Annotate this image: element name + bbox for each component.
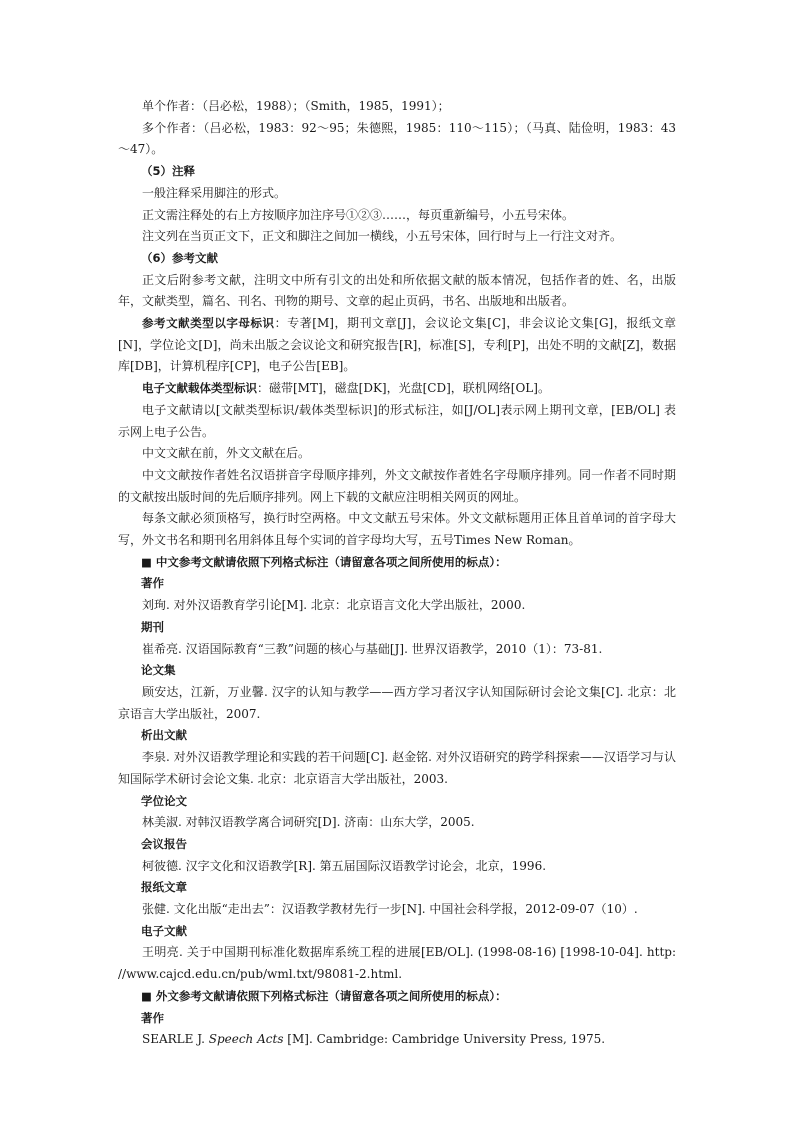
ref-example: 李泉. 对外汉语教学理论和实践的若干问题[C]. 赵金铭. 对外汉语研究的跨学科探索——汉语学习与认知国际学术研讨会论文集. 北京：北京语言大学出版社，2003. — [118, 750, 676, 786]
ref-category-label: 论文集 — [141, 663, 176, 678]
ref-example: 王明亮. 关于中国期刊标准化数据库系统工程的进展[EB/OL]. (1998-08-16) [1998-10-04]. http: //www.cajcd.edu.cn/pub/wml.txt/98081-2.html. — [118, 945, 676, 982]
carrier-type-label: 电子文献载体类型标识 — [142, 381, 257, 396]
foreign-ref-title: Speech Acts — [208, 1032, 284, 1047]
foreign-ref-category-label: 著作 — [141, 1010, 164, 1025]
notes-line: 注文列在当页正文下，正文和脚注之间加一横线，小五号宋体，回行时与上一行注文对齐。 — [142, 229, 623, 244]
reference-type-label: 参考文献类型以字母标识 — [142, 316, 275, 331]
ref-example: 张健. 文化出版“走出去”：汉语教学教材先行一步[N]. 中国社会科学报，2012-09-07（10）. — [142, 902, 638, 917]
notes-line: 正文需注释处的右上方按顺序加注序号①②③……，每页重新编号，小五号宋体。 — [142, 207, 575, 222]
foreign-ref-example — [118, 1029, 676, 1051]
ref-example: 崔希亮. 汉语国际教育“三教”问题的核心与基础[J]. 世界汉语教学，2010（1）：73-81. — [142, 641, 603, 656]
reference-rule: 电子文献请以[文献类型标识/载体类型标识]的形式标注，如[J/OL]表示网上期刊文章，[EB/OL] 表示网上电子公告。 — [118, 402, 676, 439]
ref-example: 顾安达，江新，万业馨. 汉字的认知与教学——西方学习者汉字认知国际研讨会论文集[C]. 北京：北京语言大学出版社，2007. — [118, 684, 676, 721]
reference-rule: 每条文献必须顶格写，换行时空两格。中文文献五号宋体。外文文献标题用正体且首单词的首字母大写，外文书名和期刊名用斜体且每个实词的首字母均大写，五号Times New Roman。 — [118, 511, 676, 548]
ref-example: 柯彼德. 汉字文化和汉语教学[R]. 第五届国际汉语教学讨论会，北京，1996. — [142, 858, 547, 873]
foreign-refs-heading: ■ 外文参考文献请依照下列格式标注（请留意各项之间所使用的标点）： — [141, 988, 507, 1003]
ref-category-label: 会议报告 — [141, 836, 187, 851]
citation-single-author: 单个作者：（吕必松，1988）；（Smith，1985，1991）； — [142, 99, 450, 113]
citation-multi-author: 多个作者：（吕必松，1983：92～95；朱德熙，1985：110～115）；（马真、陆俭明，1983：43～47）。 — [118, 120, 676, 157]
foreign-ref-rest: [M]. Cambridge: Cambridge University Press, 1975. — [283, 1032, 606, 1047]
ref-category-label: 报纸文章 — [141, 880, 187, 895]
ref-category-label: 电子文献 — [141, 923, 187, 938]
ref-category-label: 析出文献 — [141, 728, 187, 743]
carrier-type-text: ：磁带[MT]，磁盘[DK]，光盘[CD]，联机网络[OL]。 — [257, 381, 550, 396]
ref-category-label: 著作 — [141, 576, 164, 591]
document-page — [118, 96, 676, 1051]
notes-line: 一般注释采用脚注的形式。 — [142, 185, 287, 200]
chinese-refs-heading: ■ 中文参考文献请依照下列格式标注（请留意各项之间所使用的标点）： — [141, 554, 507, 569]
reference-type-text: ：专著[M]，期刊文章[J]，会议论文集[C]，非会议论文集[G]，报纸文章[N]，学位论文[D]，尚未出版之会议论文和研究报告[R]，标准[S]，专利[P]，出处不明的文献[Z]，数据库[DB]，计算机程序[CP]，电子公告[EB]。 — [118, 316, 677, 374]
foreign-ref-author: SEARLE J. — [142, 1032, 209, 1047]
reference-rule: 中文文献在前，外文文献在后。 — [142, 446, 311, 461]
carrier-type-paragraph — [118, 378, 676, 400]
reference-rule: 中文文献按作者姓名汉语拼音字母顺序排列，外文文献按作者姓名字母顺序排列。同一作者不同时期的文献按出版时间的先后顺序排列。网上下载的文献应注明相关网页的网址。 — [118, 467, 676, 504]
reference-type-paragraph — [118, 313, 676, 378]
ref-example: 林美淑. 对韩汉语教学离合词研究[D]. 济南：山东大学，2005. — [142, 815, 475, 830]
ref-category-label: 学位论文 — [141, 793, 187, 808]
ref-category-label: 期刊 — [141, 619, 164, 634]
ref-example: 刘珣. 对外汉语教育学引论[M]. 北京：北京语言文化大学出版社，2000. — [142, 598, 526, 613]
references-heading: （6）参考文献 — [141, 250, 219, 265]
notes-heading: （5）注释 — [141, 164, 196, 179]
references-intro: 正文后附参考文献，注明文中所有引文的出处和所依据文献的版本情况，包括作者的姓、名，出版年，文献类型，篇名、刊名、刊物的期号、文章的起止页码，书名、出版地和出版者。 — [118, 272, 676, 309]
